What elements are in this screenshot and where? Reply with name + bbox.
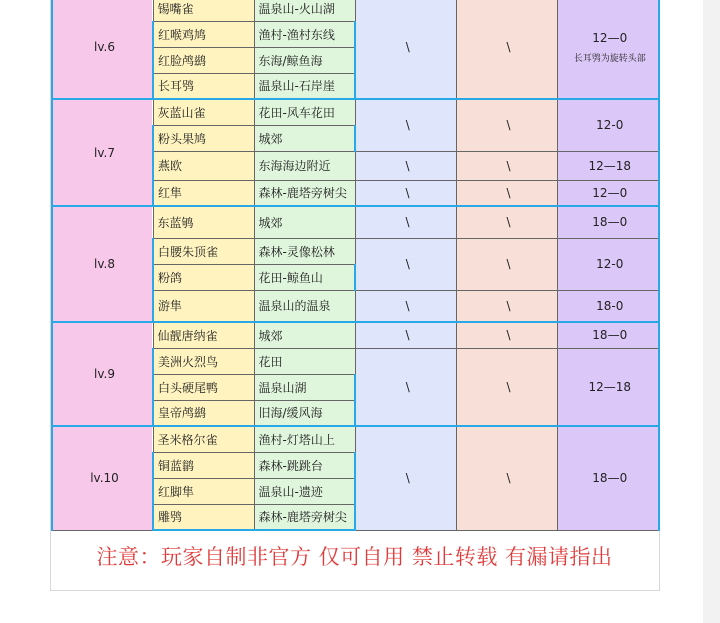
- bird-location: 渔村-渔村东线: [254, 21, 355, 47]
- bird-location: 森林-跳跳台: [254, 452, 355, 478]
- bird-location: 城郊: [254, 125, 355, 151]
- time-value: 12—0: [592, 30, 628, 45]
- bird-location: 温泉山-石岸崖: [254, 73, 355, 99]
- bird-location: 温泉山-遗迹: [254, 478, 355, 504]
- bird-location: 花田: [254, 348, 355, 374]
- col4-cell: \: [355, 0, 456, 99]
- col5-cell: \: [456, 290, 557, 322]
- col5-cell: \: [456, 99, 557, 151]
- col5-cell: \: [456, 0, 557, 99]
- time-cell: 12—0: [557, 180, 659, 206]
- scrollbar-track[interactable]: [703, 0, 720, 623]
- bird-name: 粉鸽: [153, 264, 254, 290]
- col4-cell: \: [355, 290, 456, 322]
- bird-location: 花田-鲸鱼山: [254, 264, 355, 290]
- bird-name: 仙靓唐纳雀: [153, 322, 254, 348]
- time-note: 长耳鸮为旋转头部: [573, 53, 646, 64]
- bird-location: 东海/鲸鱼海: [254, 47, 355, 73]
- bird-name: 皇帝鸬鹚: [153, 400, 254, 426]
- time-cell: 18—0: [557, 322, 659, 348]
- bird-name: 粉头果鸠: [153, 125, 254, 151]
- col4-cell: \: [355, 206, 456, 238]
- bird-name: 白腰朱顶雀: [153, 238, 254, 264]
- col5-cell: \: [456, 238, 557, 290]
- time-cell: 12—18: [557, 348, 659, 426]
- col5-cell: \: [456, 322, 557, 348]
- col4-cell: \: [355, 348, 456, 426]
- bird-location: 温泉山-火山湖: [254, 0, 355, 21]
- col4-cell: \: [355, 426, 456, 530]
- bird-name: 长耳鸮: [153, 73, 254, 99]
- guide-sheet: [50, 0, 660, 591]
- bird-name: 燕欧: [153, 151, 254, 180]
- col5-cell: \: [456, 180, 557, 206]
- col4-cell: \: [355, 99, 456, 151]
- bird-name: 红脸鸬鹚: [153, 47, 254, 73]
- bird-location: 东海海边附近: [254, 151, 355, 180]
- level-cell: lv.6: [52, 0, 153, 99]
- bird-name: 红脚隼: [153, 478, 254, 504]
- bird-name: 红喉鸡鸠: [153, 21, 254, 47]
- time-cell: 12-0: [557, 238, 659, 290]
- col5-cell: \: [456, 426, 557, 530]
- col4-cell: \: [355, 238, 456, 290]
- bird-name: 白头硬尾鸭: [153, 374, 254, 400]
- bird-name: 游隼: [153, 290, 254, 322]
- notice-text: 注意：玩家自制非官方 仅可自用 禁止转载 有漏请指出: [96, 545, 613, 569]
- bird-location: 渔村-灯塔山上: [254, 426, 355, 452]
- bird-name: 红隼: [153, 180, 254, 206]
- bird-table: [51, 0, 660, 531]
- bird-location: 森林-鹿塔旁树尖: [254, 180, 355, 206]
- bird-location: 旧海/缓风海: [254, 400, 355, 426]
- bird-name: 美洲火烈鸟: [153, 348, 254, 374]
- col4-cell: \: [355, 151, 456, 180]
- bird-location: 温泉山湖: [254, 374, 355, 400]
- bird-location: 森林-鹿塔旁树尖: [254, 504, 355, 530]
- level-cell: lv.8: [52, 206, 153, 322]
- bird-location: 城郊: [254, 322, 355, 348]
- col5-cell: \: [456, 151, 557, 180]
- time-cell: [557, 0, 659, 99]
- bird-location: 森林-灵像松林: [254, 238, 355, 264]
- level-cell: lv.10: [52, 426, 153, 530]
- bird-name: 圣米格尔雀: [153, 426, 254, 452]
- time-cell: 18-0: [557, 290, 659, 322]
- time-cell: 18—0: [557, 426, 659, 530]
- bird-location: 温泉山的温泉: [254, 290, 355, 322]
- col5-cell: \: [456, 348, 557, 426]
- bird-location: 城郊: [254, 206, 355, 238]
- bird-name: 锡嘴雀: [153, 0, 254, 21]
- time-cell: 18—0: [557, 206, 659, 238]
- bird-name: 东蓝鸲: [153, 206, 254, 238]
- col5-cell: \: [456, 206, 557, 238]
- bird-location: 花田-风车花田: [254, 99, 355, 125]
- level-cell: lv.7: [52, 99, 153, 206]
- bird-name: 铜蓝鹟: [153, 452, 254, 478]
- col4-cell: \: [355, 180, 456, 206]
- time-cell: 12-0: [557, 99, 659, 151]
- time-cell: 12—18: [557, 151, 659, 180]
- bird-name: 灰蓝山雀: [153, 99, 254, 125]
- bird-name: 雕鸮: [153, 504, 254, 530]
- level-cell: lv.9: [52, 322, 153, 426]
- col4-cell: \: [355, 322, 456, 348]
